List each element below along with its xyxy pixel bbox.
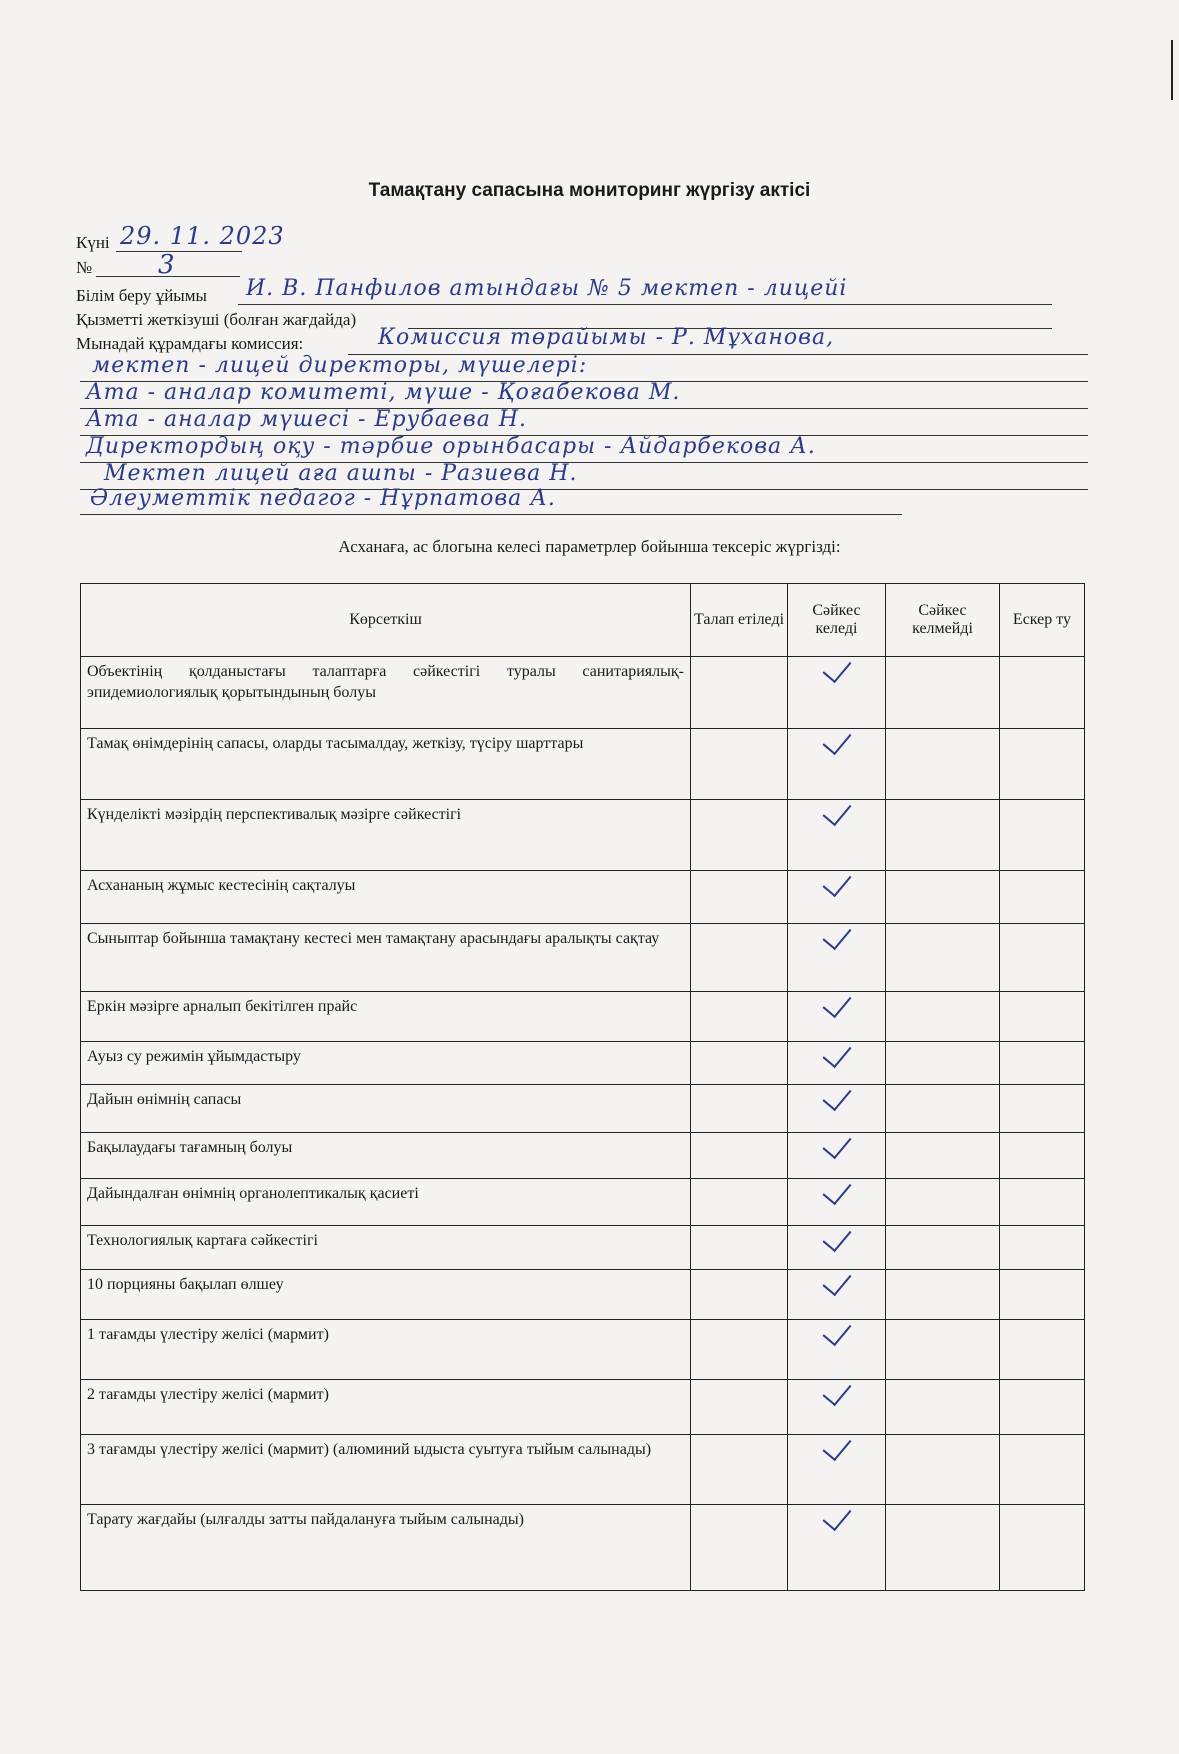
- cell-required: [691, 1380, 788, 1435]
- cell-compliant: [788, 1226, 886, 1270]
- table-row: [81, 1085, 1085, 1133]
- cell-noncompliant: [886, 1226, 1000, 1270]
- row-indicator: Бақылаудағы тағамның болуы: [81, 1133, 691, 1179]
- row-indicator: Дайындалған өнімнің органолептикалық қасиеті: [81, 1179, 691, 1226]
- cell-compliant: [788, 1133, 886, 1179]
- cell-noncompliant: [886, 1505, 1000, 1591]
- cell-noncompliant: [886, 992, 1000, 1042]
- cell-required: [691, 1435, 788, 1505]
- cell-note: [1000, 1505, 1085, 1591]
- cell-compliant: [788, 924, 886, 992]
- cell-required: [691, 1042, 788, 1085]
- cell-required: [691, 992, 788, 1042]
- table-row: [81, 924, 1085, 992]
- table-row: [81, 657, 1085, 729]
- number-label: №: [76, 258, 93, 277]
- checkmark-icon: [822, 725, 851, 755]
- cell-noncompliant: [886, 1380, 1000, 1435]
- cell-compliant: [788, 1435, 886, 1505]
- checkmark-icon: [822, 796, 851, 826]
- table-row: [81, 871, 1085, 924]
- table-row: [81, 1435, 1085, 1505]
- date-label: Күні: [76, 233, 110, 252]
- checkmark-icon: [822, 1431, 851, 1461]
- row-indicator: Асхананың жұмыс кестесінің сақталуы: [81, 871, 691, 924]
- checkmark-icon: [822, 1266, 851, 1296]
- cell-required: [691, 1320, 788, 1380]
- cell-required: [691, 657, 788, 729]
- date-value: 29. 11. 2023: [120, 222, 285, 250]
- table-row: [81, 1179, 1085, 1226]
- commission-line-6: Мектеп лицей аға ашпы - Разиева Н.: [104, 461, 578, 486]
- cell-noncompliant: [886, 1179, 1000, 1226]
- supplier-label: Қызметті жеткізуші (болған жағдайда): [76, 310, 357, 329]
- cell-note: [1000, 729, 1085, 800]
- cell-required: [691, 1270, 788, 1320]
- cell-noncompliant: [886, 1085, 1000, 1133]
- cell-required: [691, 924, 788, 992]
- cell-noncompliant: [886, 1133, 1000, 1179]
- cell-note: [1000, 1270, 1085, 1320]
- header-noncompliant: Сәйкес келмейді: [886, 584, 1000, 657]
- cell-required: [691, 1226, 788, 1270]
- row-indicator: 2 тағамды үлестіру желісі (мармит): [81, 1380, 691, 1435]
- checkmark-icon: [822, 867, 851, 897]
- row-indicator: Еркін мәзірге арналып бекітілген прайс: [81, 992, 691, 1042]
- cell-note: [1000, 1320, 1085, 1380]
- row-indicator: Технологиялық картаға сәйкестігі: [81, 1226, 691, 1270]
- row-indicator: Дайын өнімнің сапасы: [81, 1085, 691, 1133]
- cell-noncompliant: [886, 871, 1000, 924]
- cell-note: [1000, 1133, 1085, 1179]
- cell-required: [691, 1179, 788, 1226]
- checkmark-icon: [822, 1129, 851, 1159]
- table-row: [81, 1270, 1085, 1320]
- table-header-row: [81, 584, 1085, 657]
- checkmark-icon: [822, 920, 851, 950]
- checkmark-icon: [822, 1222, 851, 1252]
- table-row: [81, 800, 1085, 871]
- row-indicator: Ауыз су режимін ұйымдастыру: [81, 1042, 691, 1085]
- document-title: Тамақтану сапасына мониторинг жүргізу актісі: [368, 180, 811, 201]
- checkmark-icon: [822, 1316, 851, 1346]
- checkmark-icon: [822, 1081, 851, 1111]
- table-row: [81, 1133, 1085, 1179]
- checkmark-icon: [822, 1038, 851, 1068]
- cell-note: [1000, 1085, 1085, 1133]
- cell-compliant: [788, 1179, 886, 1226]
- org-underline: [238, 304, 1052, 305]
- table-row: [81, 1320, 1085, 1380]
- table-row: [81, 1505, 1085, 1591]
- row-indicator: Күнделікті мәзірдің перспективалық мәзірге сәйкестігі: [81, 800, 691, 871]
- intro-text: Асханаға, ас блогына келесі параметрлер бойынша тексеріс жүргізді:: [338, 537, 841, 556]
- number-value: 3: [158, 250, 176, 280]
- table-row: [81, 1226, 1085, 1270]
- cell-compliant: [788, 1320, 886, 1380]
- cell-noncompliant: [886, 1270, 1000, 1320]
- commission-label: Мынадай құрамдағы комиссия:: [76, 334, 304, 353]
- cell-required: [691, 1505, 788, 1591]
- row-indicator: 10 порцияны бақылап өлшеу: [81, 1270, 691, 1320]
- cell-noncompliant: [886, 924, 1000, 992]
- cell-note: [1000, 924, 1085, 992]
- cell-compliant: [788, 657, 886, 729]
- cell-compliant: [788, 800, 886, 871]
- cell-note: [1000, 1042, 1085, 1085]
- org-label: Білім беру ұйымы: [76, 286, 207, 305]
- cell-compliant: [788, 729, 886, 800]
- commission-line-4: Ата - аналар мүшесі - Ерубаева Н.: [86, 407, 527, 432]
- commission-line-7: Әлеуметтік педагог - Нұрпатова А.: [90, 486, 556, 511]
- checkmark-icon: [822, 1376, 851, 1406]
- cell-noncompliant: [886, 1042, 1000, 1085]
- cell-compliant: [788, 992, 886, 1042]
- cell-note: [1000, 1435, 1085, 1505]
- commission-line-5: Директордың оқу - тәрбие орынбасары - Айдарбекова А.: [86, 434, 816, 459]
- commission-underline-7: [80, 514, 902, 515]
- cell-required: [691, 729, 788, 800]
- cell-required: [691, 1085, 788, 1133]
- commission-line-3: Ата - аналар комитеті, мүше - Қоғабекова М.: [86, 380, 681, 405]
- commission-line-2: мектеп - лицей директоры, мүшелері:: [92, 353, 588, 378]
- row-indicator: Тамақ өнімдерінің сапасы, оларды тасымалдау, жеткізу, түсіру шарттары: [81, 729, 691, 800]
- table-row: [81, 1380, 1085, 1435]
- cell-required: [691, 871, 788, 924]
- cell-note: [1000, 1226, 1085, 1270]
- commission-line-1: Комиссия төрайымы - Р. Мұханова,: [378, 325, 835, 350]
- row-indicator: 1 тағамды үлестіру желісі (мармит): [81, 1320, 691, 1380]
- org-value: И. В. Панфилов атындағы № 5 мектеп - лицейі: [246, 276, 848, 301]
- cell-noncompliant: [886, 729, 1000, 800]
- cell-noncompliant: [886, 657, 1000, 729]
- cell-note: [1000, 992, 1085, 1042]
- cell-note: [1000, 800, 1085, 871]
- inspection-table: [80, 583, 1085, 1591]
- date-underline: [116, 251, 242, 252]
- cell-noncompliant: [886, 1435, 1000, 1505]
- table-row: [81, 1042, 1085, 1085]
- cell-compliant: [788, 1380, 886, 1435]
- row-indicator: 3 тағамды үлестіру желісі (мармит) (алюминий ыдыста суытуға тыйым салынады): [81, 1435, 691, 1505]
- cell-compliant: [788, 1042, 886, 1085]
- header-required: Талап етіледі: [691, 584, 788, 657]
- cell-compliant: [788, 1270, 886, 1320]
- checkmark-icon: [822, 653, 851, 683]
- binder-hole-mark: [1168, 40, 1179, 100]
- cell-required: [691, 1133, 788, 1179]
- table-row: [81, 992, 1085, 1042]
- table-row: [81, 729, 1085, 800]
- cell-required: [691, 800, 788, 871]
- row-indicator: Тарату жағдайы (ылғалды затты пайдалануға тыйым салынады): [81, 1505, 691, 1591]
- cell-note: [1000, 1179, 1085, 1226]
- cell-note: [1000, 657, 1085, 729]
- cell-compliant: [788, 1505, 886, 1591]
- row-indicator: Объектінің қолданыстағы талаптарға сәйкестігі туралы санитариялық-эпидемиологиялық қорытындының болуы: [81, 657, 691, 729]
- header-compliant: Сәйкес келеді: [788, 584, 886, 657]
- cell-note: [1000, 1380, 1085, 1435]
- header-indicator: Көрсеткіш: [81, 584, 691, 657]
- checkmark-icon: [822, 988, 851, 1018]
- cell-note: [1000, 871, 1085, 924]
- cell-noncompliant: [886, 1320, 1000, 1380]
- cell-noncompliant: [886, 800, 1000, 871]
- checkmark-icon: [822, 1175, 851, 1205]
- cell-compliant: [788, 871, 886, 924]
- checkmark-icon: [822, 1501, 851, 1531]
- header-note: Ескер ту: [1000, 584, 1085, 657]
- cell-compliant: [788, 1085, 886, 1133]
- row-indicator: Сыныптар бойынша тамақтану кестесі мен тамақтану арасындағы аралықты сақтау: [81, 924, 691, 992]
